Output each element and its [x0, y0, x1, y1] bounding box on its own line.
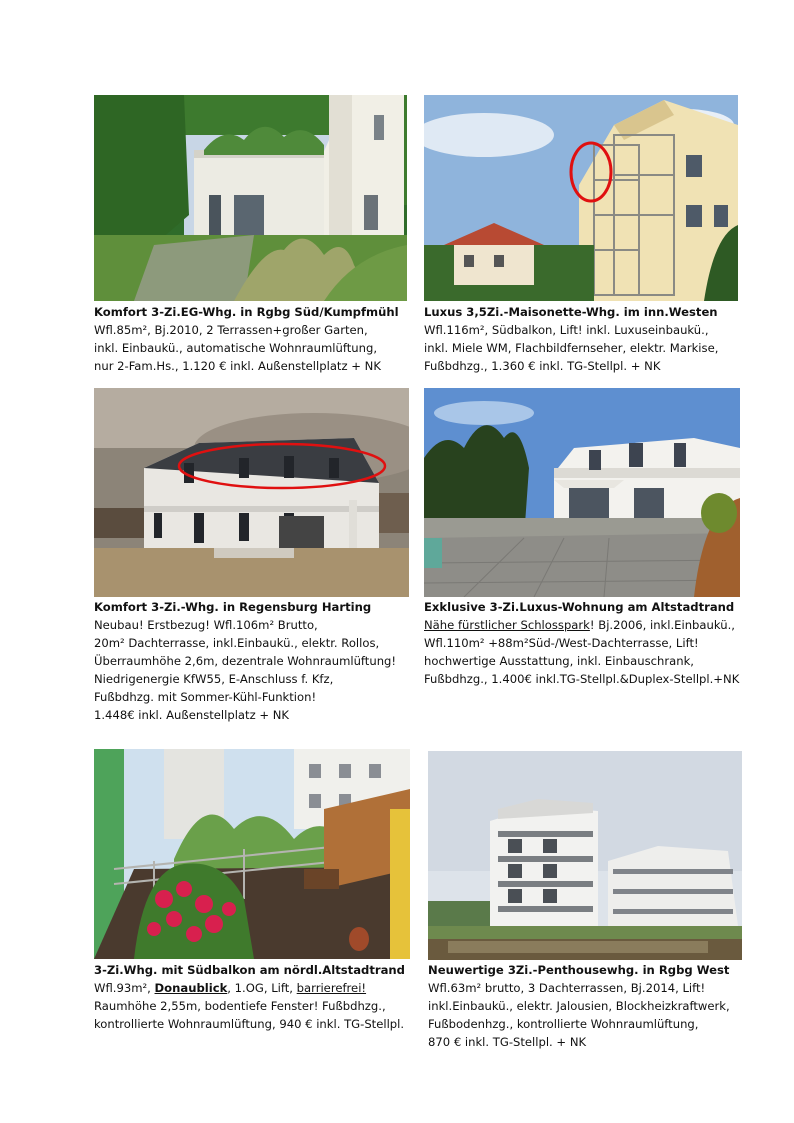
listing-detail-line: Niedrigenergie KfW55, E-Anschluss f. Kfz, [94, 672, 334, 686]
listing-detail-line: inkl. Miele WM, Flachbildfernseher, elektr. Markise, [424, 341, 719, 355]
listing-title: Exklusive 3-Zi.Luxus-Wohnung am Altstadtrand [424, 600, 735, 614]
listing-detail-line [94, 979, 405, 997]
listing-4-caption [424, 598, 739, 688]
listing-detail-line: Wfl.116m², Südbalkon, Lift! inkl. Luxuseinbaukü., [424, 323, 709, 337]
listing-title: 3-Zi.Whg. mit Südbalkon am nördl.Altstadtrand [94, 963, 405, 977]
listing-title: Komfort 3-Zi.-Whg. in Regensburg Harting [94, 600, 372, 614]
roof-terrace-photo [424, 388, 740, 597]
schlosspark-link[interactable]: Nähe fürstlicher Schlosspark [424, 618, 590, 632]
listing-detail-line: hochwertige Ausstattung, inkl. Einbauschrank, [424, 654, 694, 668]
listing-title: Luxus 3,5Zi.-Maisonette-Whg. im inn.Westen [424, 305, 718, 319]
listing-2-caption [424, 303, 718, 375]
listing-6-caption [428, 961, 730, 1051]
listing-detail-line: Neubau! Erstbezug! Wfl.106m² Brutto, [94, 618, 318, 632]
apartment-balconies-photo [424, 95, 738, 301]
listing-detail-line: 20m² Dachterrasse, inkl.Einbaukü., elektr. Rollos, [94, 636, 380, 650]
listing-detail-line: Wfl.85m², Bj.2010, 2 Terrassen+großer Garten, [94, 323, 368, 337]
listing-detail-line: inkl.Einbaukü., elektr. Jalousien, Blockheizkraftwerk, [428, 999, 730, 1013]
balcony-flowers-photo [94, 749, 410, 959]
house-with-garden-photo [94, 95, 407, 301]
donaublick-link[interactable]: Donaublick [154, 981, 228, 995]
penthouse-buildings-photo [428, 751, 742, 960]
listing-detail-line: Fußbdhzg., 1.400€ inkl.TG-Stellpl.&Duplex-Stellpl.+NK [424, 672, 740, 686]
listing-1-caption [94, 303, 399, 375]
listing-5-caption [94, 961, 405, 1033]
listing-detail-line: Fußbdhzg. mit Sommer-Kühl-Funktion! [94, 690, 317, 704]
listing-detail-line: Wfl.63m² brutto, 3 Dachterrassen, Bj.2014, Lift! [428, 981, 706, 995]
listing-detail-line: inkl. Einbaukü., automatische Wohnraumlüftung, [94, 341, 377, 355]
listing-detail-text: ! Bj.2006, inkl.Einbaukü., [589, 618, 735, 632]
barrierefrei-link[interactable]: barrierefrei! [296, 981, 367, 995]
listing-detail-line: kontrollierte Wohnraumlüftung, 940 € inkl. TG-Stellpl. [94, 1017, 405, 1031]
listing-3-caption [94, 598, 396, 724]
listing-detail-text: , 1.OG, Lift, [227, 981, 297, 995]
listing-title: Neuwertige 3Zi.-Penthousewhg. in Rgbg West [428, 963, 730, 977]
listing-detail-line: 1.448€ inkl. Außenstellplatz + NK [94, 708, 290, 722]
listing-detail-line: Wfl.110m² +88m²Süd-/West-Dachterrasse, Lift! [424, 636, 699, 650]
listing-detail-line [424, 616, 739, 634]
listing-detail-line: Überraumhöhe 2,6m, dezentrale Wohnraumlüftung! [94, 654, 397, 668]
listing-detail-line: Fußbodenhzg., kontrollierte Wohnraumlüftung, [428, 1017, 699, 1031]
listing-detail-line: Raumhöhe 2,55m, bodentiefe Fenster! Fußbdhzg., [94, 999, 386, 1013]
listing-detail-line: 870 € inkl. TG-Stellpl. + NK [428, 1035, 587, 1049]
listing-detail-line: nur 2-Fam.Hs., 1.120 € inkl. Außenstellplatz + NK [94, 359, 381, 373]
listing-title: Komfort 3-Zi.EG-Whg. in Rgbg Süd/Kumpfmühl [94, 305, 399, 319]
new-building-photo [94, 388, 409, 597]
listing-detail-text: Wfl.93m², [94, 981, 155, 995]
listing-detail-line: Fußbdhzg., 1.360 € inkl. TG-Stellpl. + NK [424, 359, 661, 373]
